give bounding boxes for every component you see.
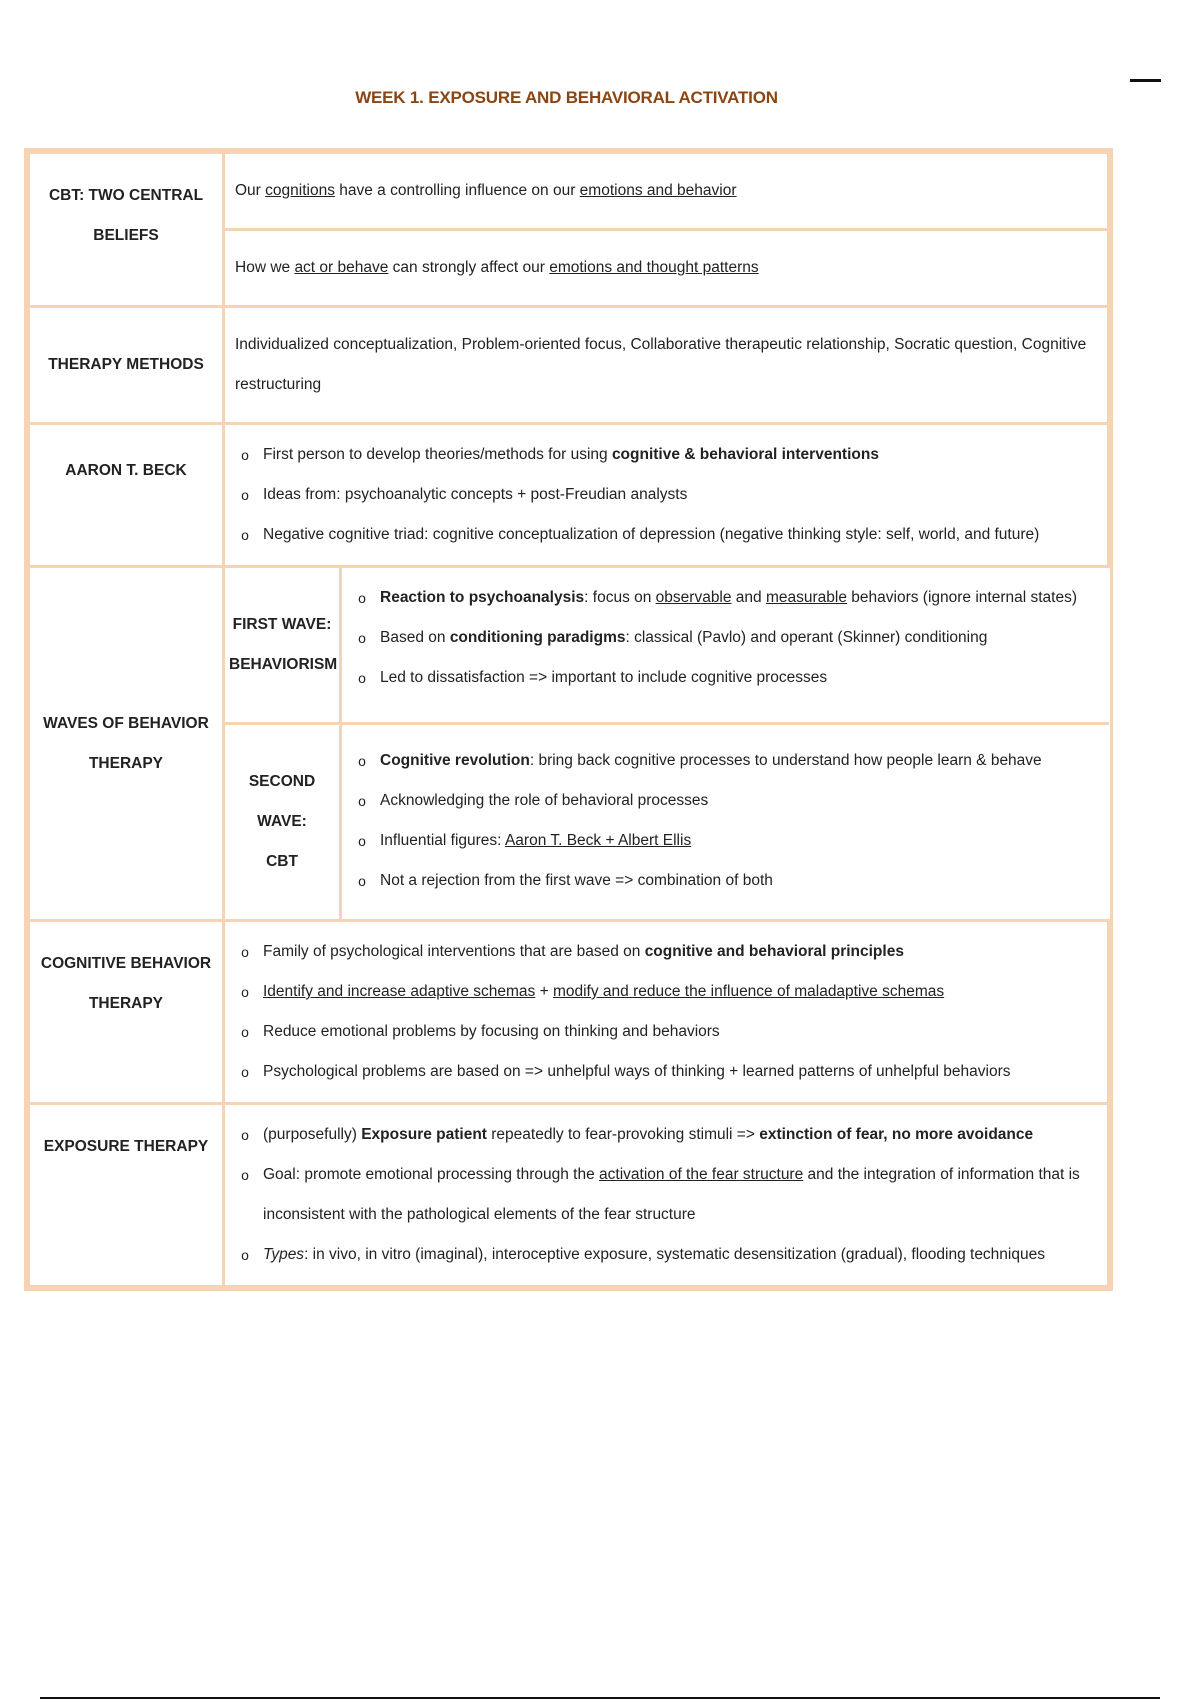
second-wave-list [352, 741, 1099, 901]
page-title: WEEK 1. EXPOSURE AND BEHAVIORAL ACTIVATION [355, 88, 778, 107]
list-item: o (purposefully) Exposure patient repeatedly to fear-provoking stimuli => extinction of fear, no more avoidance [235, 1115, 1097, 1155]
exposure-list-cell [224, 1104, 1109, 1287]
label-therapy-methods: THERAPY METHODS [29, 307, 224, 424]
bullet-icon: o [241, 487, 249, 503]
cbt-list-cell [224, 921, 1109, 1104]
bullet-icon: o [358, 793, 366, 809]
list-item: o Based on conditioning paradigms: classical (Pavlo) and operant (Skinner) conditioning [352, 618, 1099, 658]
bullet-icon: o [241, 447, 249, 463]
bullet-icon: o [241, 1127, 249, 1143]
label-exposure: EXPOSURE THERAPY [29, 1104, 224, 1287]
waves-cell [224, 567, 1109, 921]
list-item: o Reduce emotional problems by focusing on thinking and behaviors [235, 1012, 1097, 1052]
bullet-icon: o [241, 1247, 249, 1263]
list-item: o Types: in vivo, in vitro (imaginal), interoceptive exposure, systematic desensitization (gradual), flooding techniques [235, 1235, 1097, 1275]
list-item: o Ideas from: psychoanalytic concepts + post-Freudian analysts [235, 475, 1097, 515]
label-waves: WAVES OF BEHAVIOR THERAPY [29, 567, 224, 921]
corner-dash [1130, 79, 1161, 82]
list-item: o Negative cognitive triad: cognitive conceptualization of depression (negative thinking style: self, world, and future) [235, 515, 1097, 555]
row-therapy-methods [29, 307, 1109, 424]
label-cbt: COGNITIVE BEHAVIOR THERAPY [29, 921, 224, 1104]
list-item: o Identify and increase adaptive schemas + modify and reduce the influence of maladaptive schemas [235, 972, 1097, 1012]
list-item: o Reaction to psychoanalysis: focus on observable and measurable behaviors (ignore internal states) [352, 578, 1099, 618]
bullet-icon: o [241, 944, 249, 960]
beck-list [235, 435, 1097, 555]
row-cbt-beliefs [29, 153, 1109, 230]
list-item: o Cognitive revolution: bring back cognitive processes to understand how people learn & behave [352, 741, 1099, 781]
waves-table [225, 568, 1109, 919]
first-wave-list-cell [341, 568, 1109, 724]
second-wave-list-cell [341, 724, 1109, 920]
row-waves [29, 567, 1109, 921]
bullet-icon: o [358, 833, 366, 849]
list-item: o Influential figures: Aaron T. Beck + Albert Ellis [352, 821, 1099, 861]
belief-1: Our cognitions have a controlling influence on our emotions and behavior [224, 153, 1109, 230]
beck-list-cell [224, 424, 1109, 567]
first-wave-list [352, 578, 1099, 698]
therapy-methods-text: Individualized conceptualization, Problem-oriented focus, Collaborative therapeutic relationship, Socratic question, Cognitive restructuring [224, 307, 1109, 424]
bullet-icon: o [358, 670, 366, 686]
bullet-icon: o [358, 873, 366, 889]
list-item: o Not a rejection from the first wave => combination of both [352, 861, 1099, 901]
bullet-icon: o [241, 1024, 249, 1040]
list-item: o Led to dissatisfaction => important to include cognitive processes [352, 658, 1099, 698]
belief-2: How we act or behave can strongly affect our emotions and thought patterns [224, 230, 1109, 307]
list-item: o Family of psychological interventions that are based on cognitive and behavioral principles [235, 932, 1097, 972]
bullet-icon: o [241, 1064, 249, 1080]
label-cbt-beliefs: CBT: TWO CENTRAL BELIEFS [29, 153, 224, 307]
list-item: o Psychological problems are based on => unhelpful ways of thinking + learned patterns of unhelpful behaviors [235, 1052, 1097, 1092]
cbt-list [235, 932, 1097, 1092]
list-item: o First person to develop theories/methods for using cognitive & behavioral interventions [235, 435, 1097, 475]
bullet-icon: o [241, 1167, 249, 1183]
label-beck: AARON T. BECK [29, 424, 224, 567]
notes-table [24, 148, 1113, 1291]
row-beck [29, 424, 1109, 567]
bullet-icon: o [241, 984, 249, 1000]
bullet-icon: o [358, 590, 366, 606]
exposure-list [235, 1115, 1097, 1275]
bullet-icon: o [358, 630, 366, 646]
bullet-icon: o [358, 753, 366, 769]
bottom-rule [40, 1697, 1160, 1699]
label-first-wave: FIRST WAVE: BEHAVIORISM [225, 568, 341, 724]
row-first-wave [225, 568, 1109, 724]
bullet-icon: o [241, 527, 249, 543]
row-exposure [29, 1104, 1109, 1287]
row-cbt [29, 921, 1109, 1104]
row-second-wave [225, 724, 1109, 920]
list-item: o Acknowledging the role of behavioral processes [352, 781, 1099, 821]
label-second-wave: SECOND WAVE: CBT [225, 724, 341, 920]
list-item: o Goal: promote emotional processing through the activation of the fear structure and the integration of information that is inconsistent with the pathological elements of the fear structure [235, 1155, 1097, 1235]
